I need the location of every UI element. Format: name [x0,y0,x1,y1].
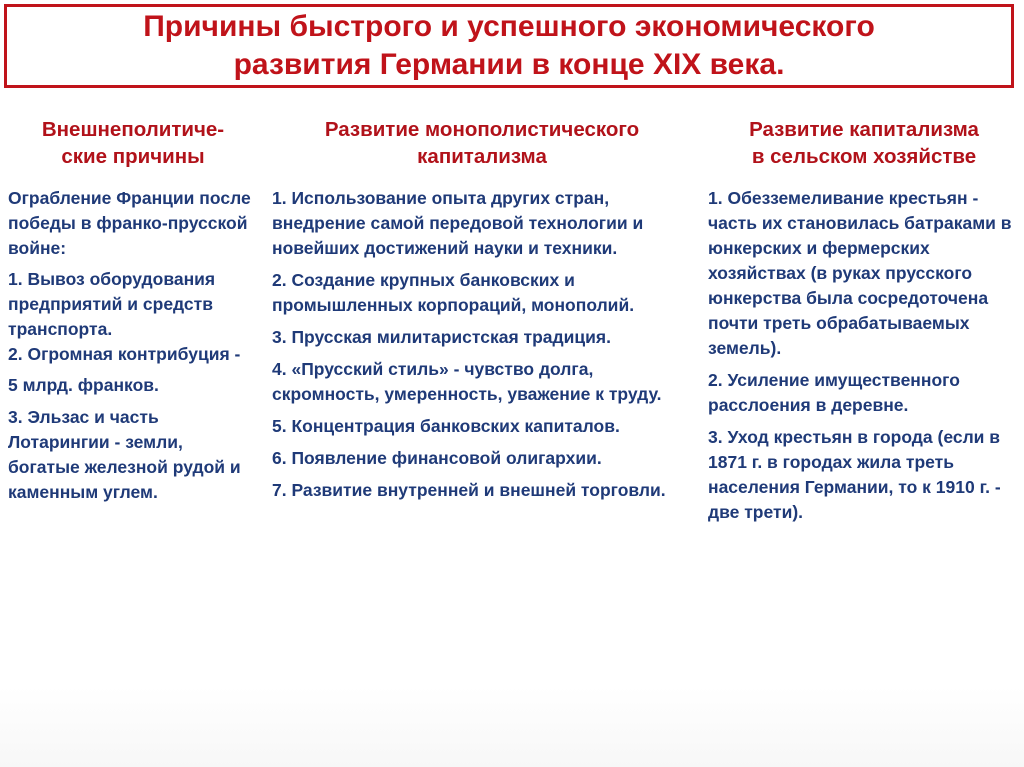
list-item: 2. Создание крупных банковских и промышленных корпораций, монополий. [272,270,635,315]
title-line-2: развития Германии в конце XIX века. [233,48,785,81]
column-heading [8,116,258,170]
list-item: 2. Огромная контрибуция - [8,344,241,364]
title-line-1: Причины быстрого и успешного экономического [143,10,875,43]
list-item: 2. Усиление имущественного расслоения в деревне. [708,370,960,415]
heading-line: Внешнеполитиче- [41,118,225,141]
list-item: Ограбление Франции после победы в франко-прусской войне: [8,188,251,258]
bottom-fade [0,687,1024,767]
heading-line: в сельском хозяйстве [751,145,977,168]
list-item: 3. Уход крестьян в города (если в 1871 г. в городах жила треть населения Германии, то к 1910 г. - две трети). [708,427,1001,522]
heading-line: Развитие монополистического [324,118,640,141]
heading-line: ские причины [61,145,205,168]
list-item: 6. Появление финансовой олигархии. [272,448,602,468]
list-item: 5 млрд. франков. [8,375,159,395]
column-agriculture [708,116,1020,532]
column-foreign-policy [8,116,258,512]
list-item: 1. Использование опыта других стран, внедрение самой передовой технологии и новейших достижений науки и техники. [272,188,644,258]
list-item: 3. Эльзас и часть Лотарингии - земли, богатые железной рудой и каменным углем. [8,407,241,502]
column-monopoly-capitalism [272,116,692,510]
page-title [4,4,1014,88]
list-item: 5. Концентрация банковских капиталов. [272,416,620,436]
list-item: 1. Вывоз оборудования предприятий и средств транспорта. [8,269,216,339]
column-heading [708,116,1020,170]
heading-line: капитализма [417,145,547,168]
list-item: 7. Развитие внутренней и внешней торговли. [272,480,666,500]
column-heading [272,116,692,170]
heading-line: Развитие капитализма [749,118,979,141]
list-item: 3. Прусская милитаристская традиция. [272,327,611,347]
list-item: 1. Обезземеливание крестьян - часть их становилась батраками в юнкерских и фермерских хозяйствах (в руках прусского юнкерства была сосредоточена почти треть обрабатываемых земель). [708,188,1012,358]
list-item: 4. «Прусский стиль» - чувство долга, скромность, умеренность, уважение к труду. [272,359,662,404]
